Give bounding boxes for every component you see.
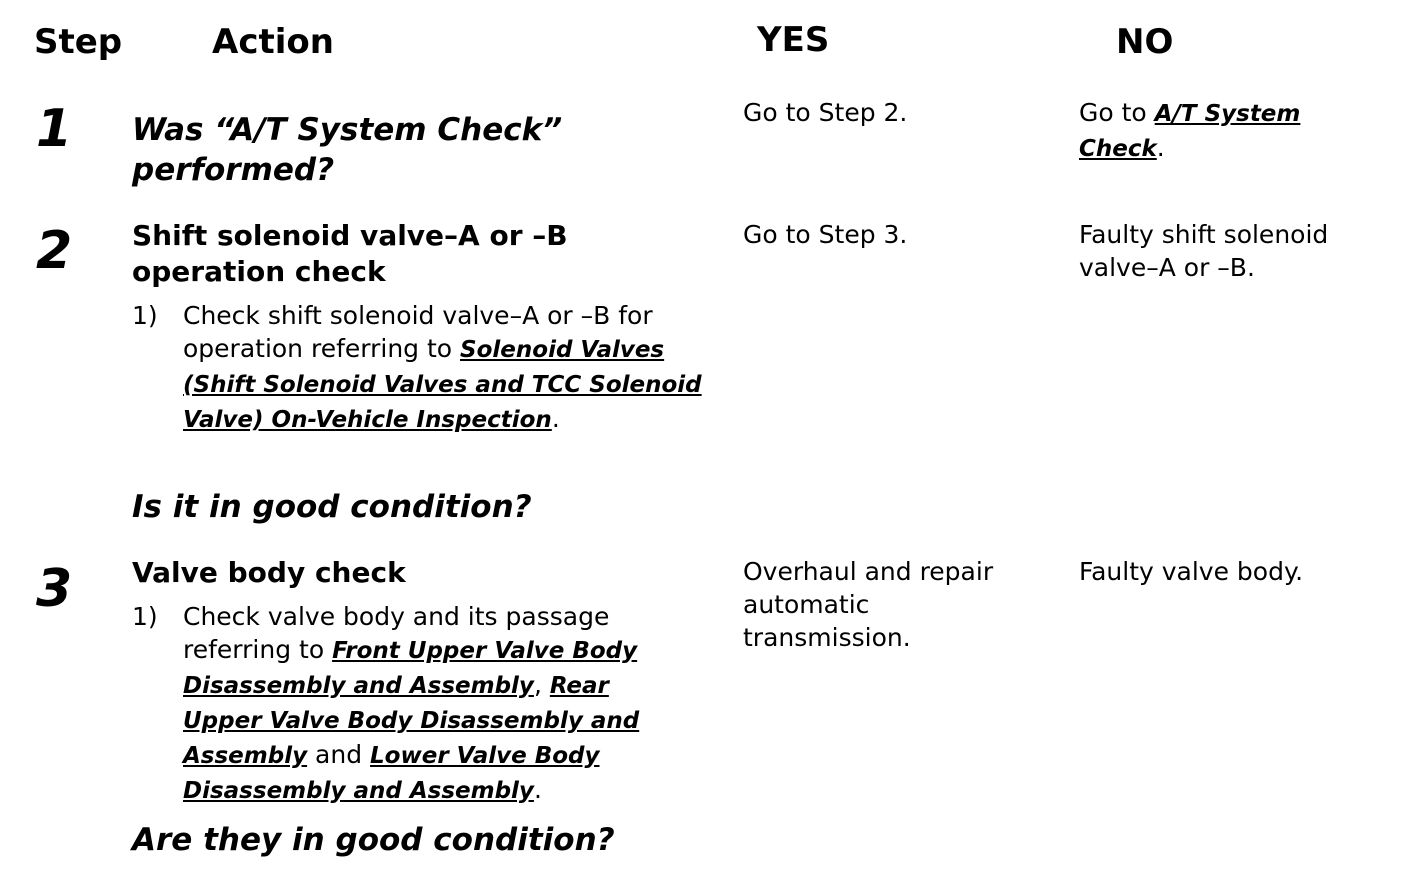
step-3-question: Are they in good condition?: [132, 822, 615, 858]
step-2-question: Is it in good condition?: [132, 489, 532, 525]
header-step: Step: [34, 22, 123, 62]
step-3-number: 3: [36, 559, 73, 619]
header-action: Action: [212, 22, 334, 62]
step-1-no-suffix: .: [1156, 133, 1165, 162]
link-front-upper-valve-body[interactable]: Front Upper Valve Body Disassembly and Assembly: [183, 638, 638, 699]
step-1-number: 1: [36, 99, 73, 159]
step-2-substep-intro: Check shift solenoid valve–A or –B for operation referring to: [183, 301, 653, 363]
step-3-substep-sep2: and: [307, 740, 371, 769]
step-1-yes: Go to Step 2.: [743, 98, 908, 127]
link-at-system-check[interactable]: A/T System Check: [1079, 101, 1301, 162]
step-2-no: Faulty shift solenoid valve–A or –B.: [1079, 220, 1329, 282]
step-3-substep-intro: Check valve body and its passage referring to: [183, 602, 610, 664]
step-2-substep-end: .: [551, 404, 560, 433]
step-3-title: Valve body check: [132, 556, 406, 589]
step-3-substep: [132, 600, 692, 808]
step-3-substep-end: .: [533, 775, 542, 804]
step-1-question: Was “A/T System Check” performed?: [132, 112, 563, 188]
step-3-substep-sep1: ,: [533, 670, 550, 699]
step-2-substep: [132, 299, 712, 437]
step-3-substep-text: [183, 600, 692, 808]
step-2-title: Shift solenoid valve–A or –B operation check: [132, 219, 568, 288]
step-3-substep-number: 1): [132, 602, 158, 631]
step-1-no-prefix: Go to: [1079, 98, 1155, 127]
link-solenoid-valves-inspection[interactable]: Solenoid Valves (Shift Solenoid Valves and TCC Solenoid Valve) On-Vehicle Inspection: [183, 337, 702, 433]
link-lower-valve-body[interactable]: Lower Valve Body Disassembly and Assembly: [183, 743, 600, 804]
step-3-no: Faulty valve body.: [1079, 557, 1304, 586]
step-2-substep-text: [183, 299, 712, 437]
link-rear-upper-valve-body[interactable]: Rear Upper Valve Body Disassembly and Assembly: [183, 673, 640, 769]
header-no: NO: [1116, 22, 1174, 62]
step-2-number: 2: [36, 221, 73, 281]
header-yes: YES: [757, 20, 830, 60]
step-2-yes: Go to Step 3.: [743, 220, 908, 249]
step-1-no: [1079, 96, 1379, 166]
step-3-yes: Overhaul and repair automatic transmission.: [743, 557, 994, 652]
step-2-substep-number: 1): [132, 301, 158, 330]
